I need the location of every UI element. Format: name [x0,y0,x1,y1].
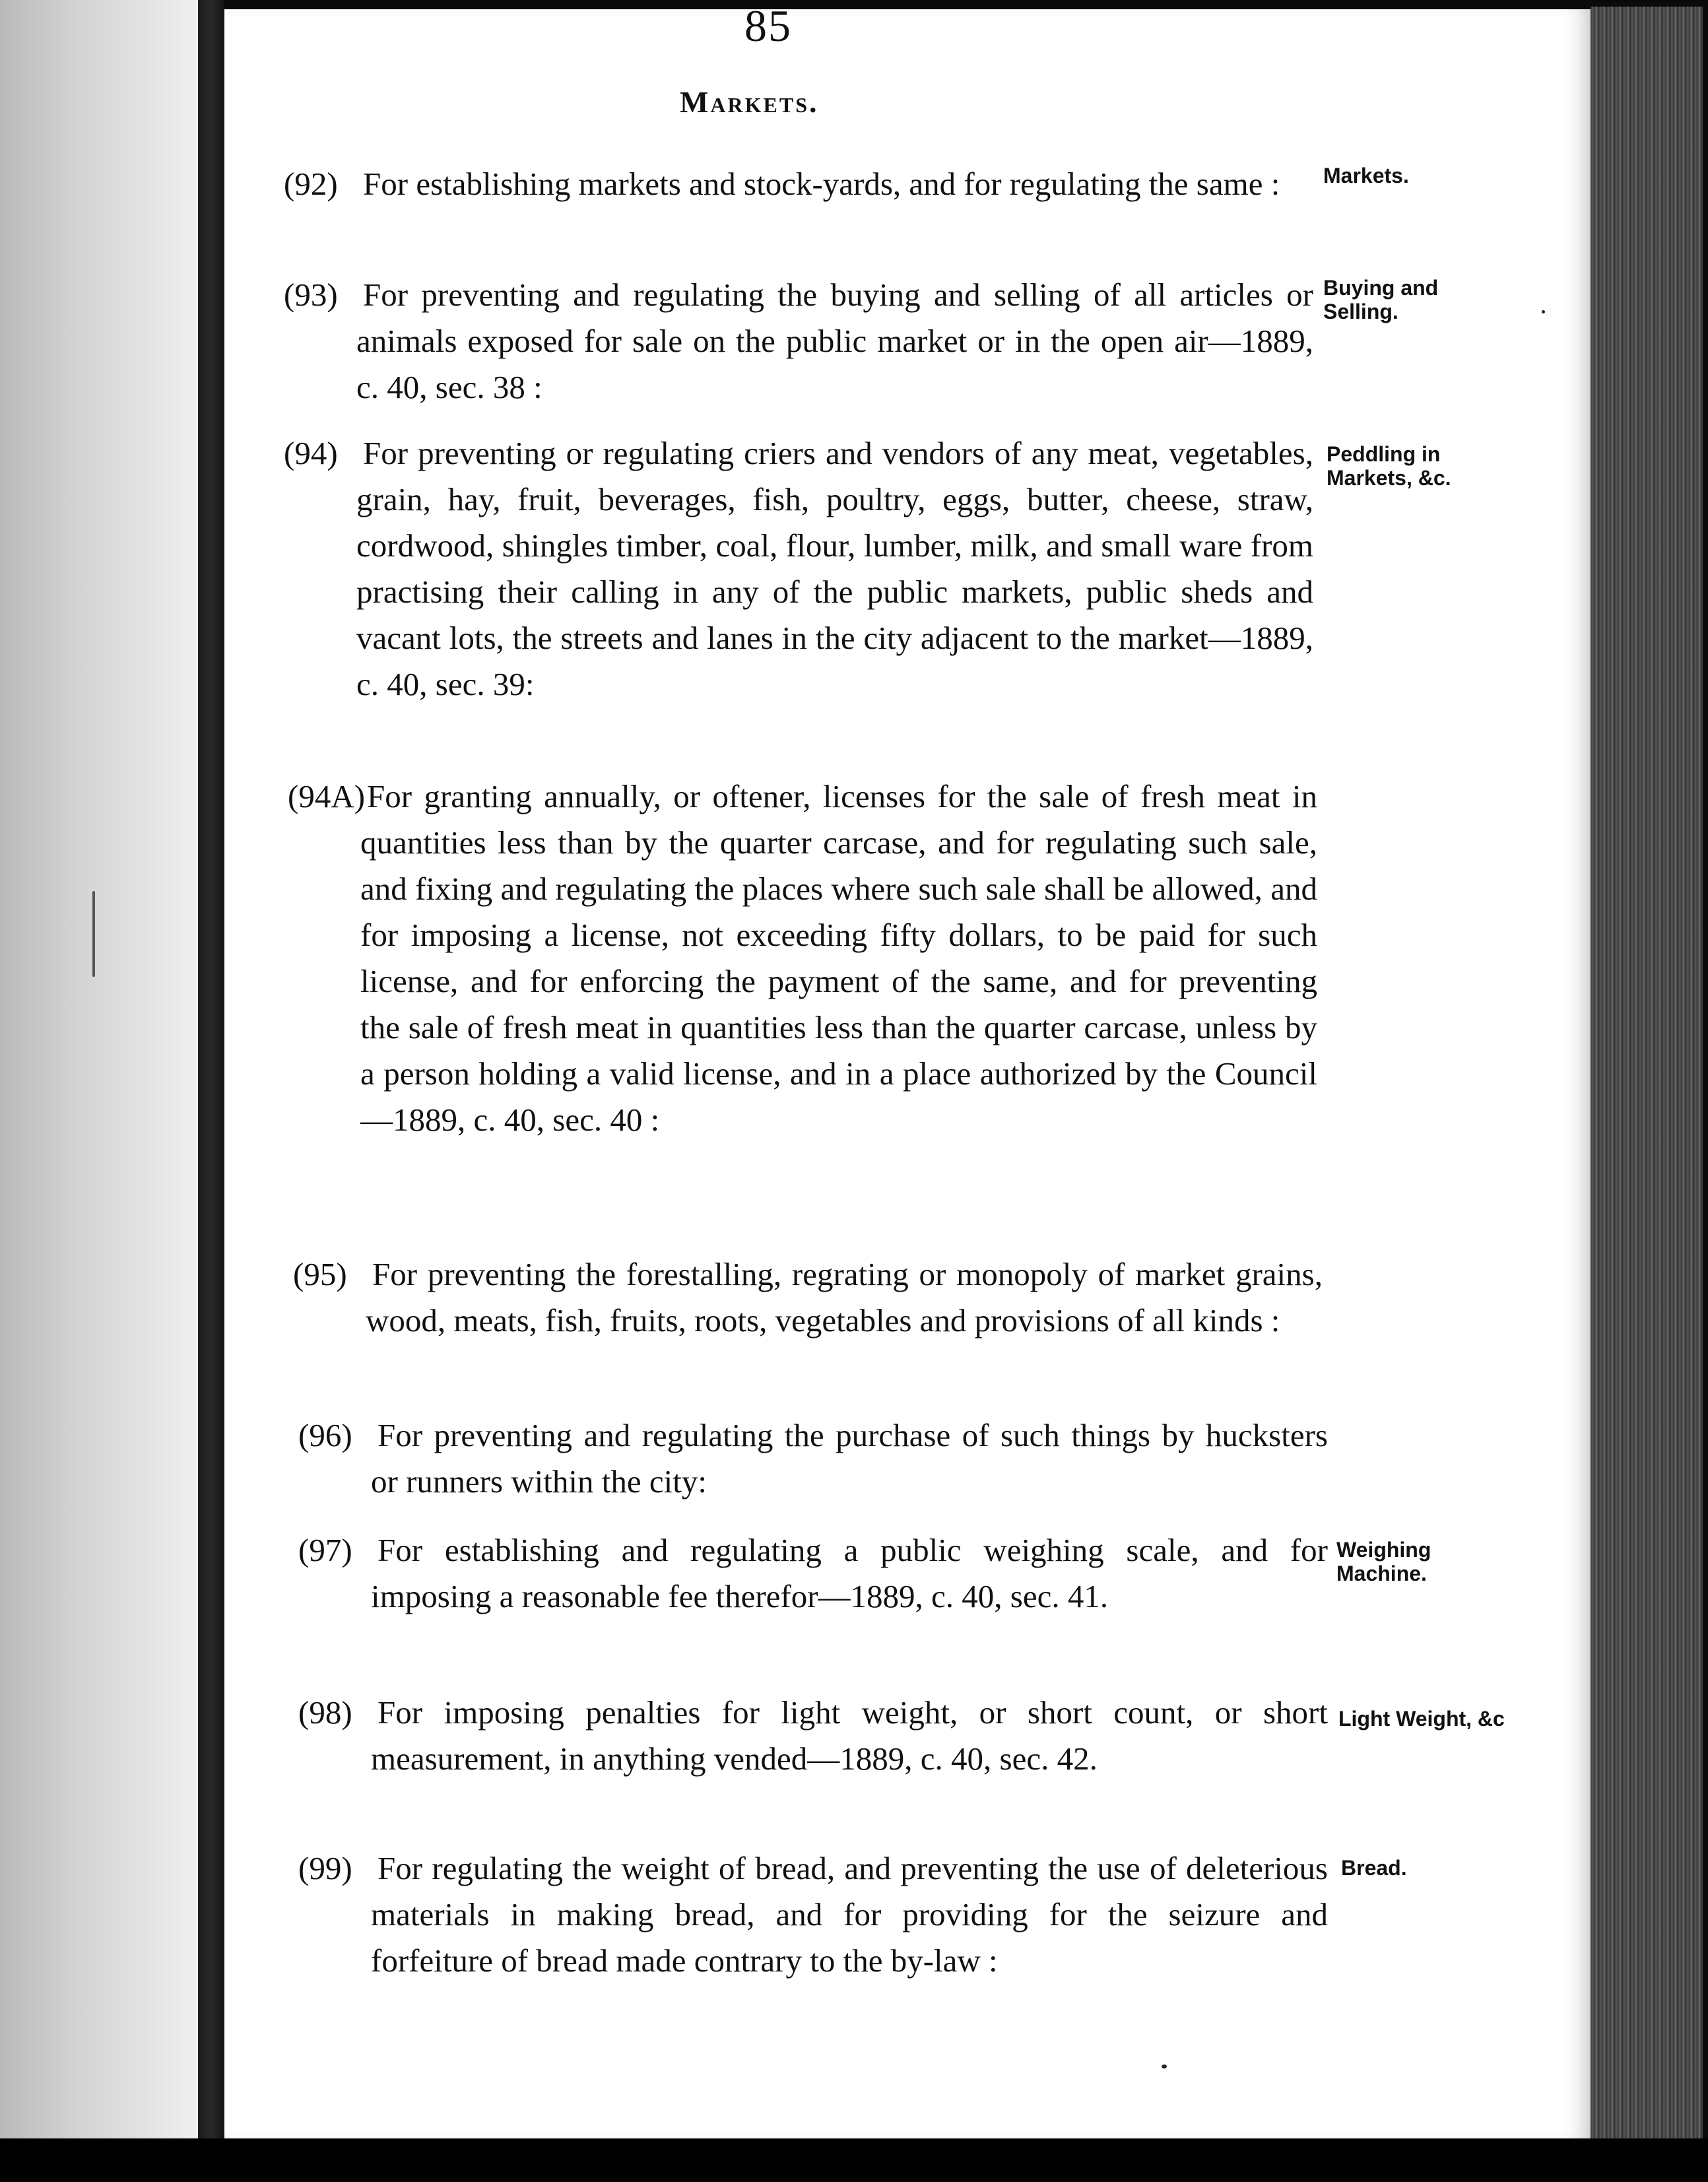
clause-number: (95) [293,1256,347,1292]
margin-note-weighing: Weighing Machine. [1336,1538,1431,1585]
margin-note-light-weight: Light Weight, &c [1338,1707,1505,1731]
left-facing-page [0,0,198,2182]
section-heading: Markets. [680,85,819,119]
page-edge [1591,7,1703,2145]
clause-92 [284,161,1313,207]
margin-note-buying-selling: Buying and Selling. [1323,276,1439,323]
clause-text: For granting annually, or oftener, licenses for the sale of fresh meat in quantities less than by the quarter carcase, and for regulating such sale, and fixing and regulating the places where such sale shall be allowed, and for imposing a license, not exceeding fifty dollars, to be paid for such license, and for enforcing the payment of the same, and for preventing the sale of fresh meat in quantities less than the quarter carcase, unless by a person holding a valid license, and in a place authorized by the Council—1889, c. 40, sec. 40 : [360,778,1317,1138]
clause-96 [298,1412,1328,1505]
page-number: 85 [744,1,792,51]
clause-99 [298,1845,1328,1984]
book-gutter [198,0,224,2182]
clause-text: For preventing and regulating the buying and selling of all articles or animals exposed for sale on the public market or in the open air—1889, c. 40, sec. 38 : [356,277,1313,405]
clause-text: For regulating the weight of bread, and preventing the use of deleterious materials in making bread, and for providing for the seizure and forfeiture of bread made contrary to the by-law : [371,1850,1328,1979]
page-mark [92,891,95,977]
margin-note-markets: Markets. [1323,164,1409,187]
clause-number: (96) [298,1417,352,1453]
clause-number: (98) [298,1694,352,1731]
clause-number: (94A) [288,778,366,814]
ink-speck [1542,310,1545,314]
clause-text: For preventing and regulating the purchase of such things by hucksters or runners within the city: [371,1417,1328,1500]
clause-number: (99) [298,1850,352,1886]
clause-94a [288,774,1317,1143]
clause-number: (93) [284,277,338,313]
clause-number: (94) [284,435,338,471]
clause-97 [298,1527,1328,1620]
clause-text: For establishing markets and stock-yards, and for regulating the same : [363,166,1280,202]
clause-text: For preventing or regulating criers and vendors of any meat, vegetables, grain, hay, fruit, beverages, fish, poultry, eggs, butter, cheese, straw, cordwood, shingles timber, coal, flour, lumber, milk, and small ware from practising their calling in any of the public markets, public sheds and vacant lots, the streets and lanes in the city adjacent to the market—1889, c. 40, sec. 39: [356,435,1313,702]
clause-number: (92) [284,166,338,202]
clause-98 [298,1690,1328,1782]
ink-speck [1162,2065,1167,2068]
clause-95 [293,1251,1323,1344]
clause-text: For preventing the forestalling, regrating or monopoly of market grains, wood, meats, fish, fruits, roots, vegetables and provisions of all kinds : [366,1256,1323,1339]
clause-number: (97) [298,1532,352,1568]
scan-border [0,2138,1708,2182]
margin-note-bread: Bread. [1341,1856,1407,1880]
clause-text: For establishing and regulating a public weighing scale, and for imposing a reasonable fee therefor—1889, c. 40, sec. 41. [371,1532,1328,1614]
clause-text: For imposing penalties for light weight, or short count, or short measurement, in anything vended—1889, c. 40, sec. 42. [371,1694,1328,1777]
clause-93 [284,272,1313,411]
margin-note-peddling: Peddling in Markets, &c. [1327,442,1451,490]
clause-94 [284,430,1313,708]
